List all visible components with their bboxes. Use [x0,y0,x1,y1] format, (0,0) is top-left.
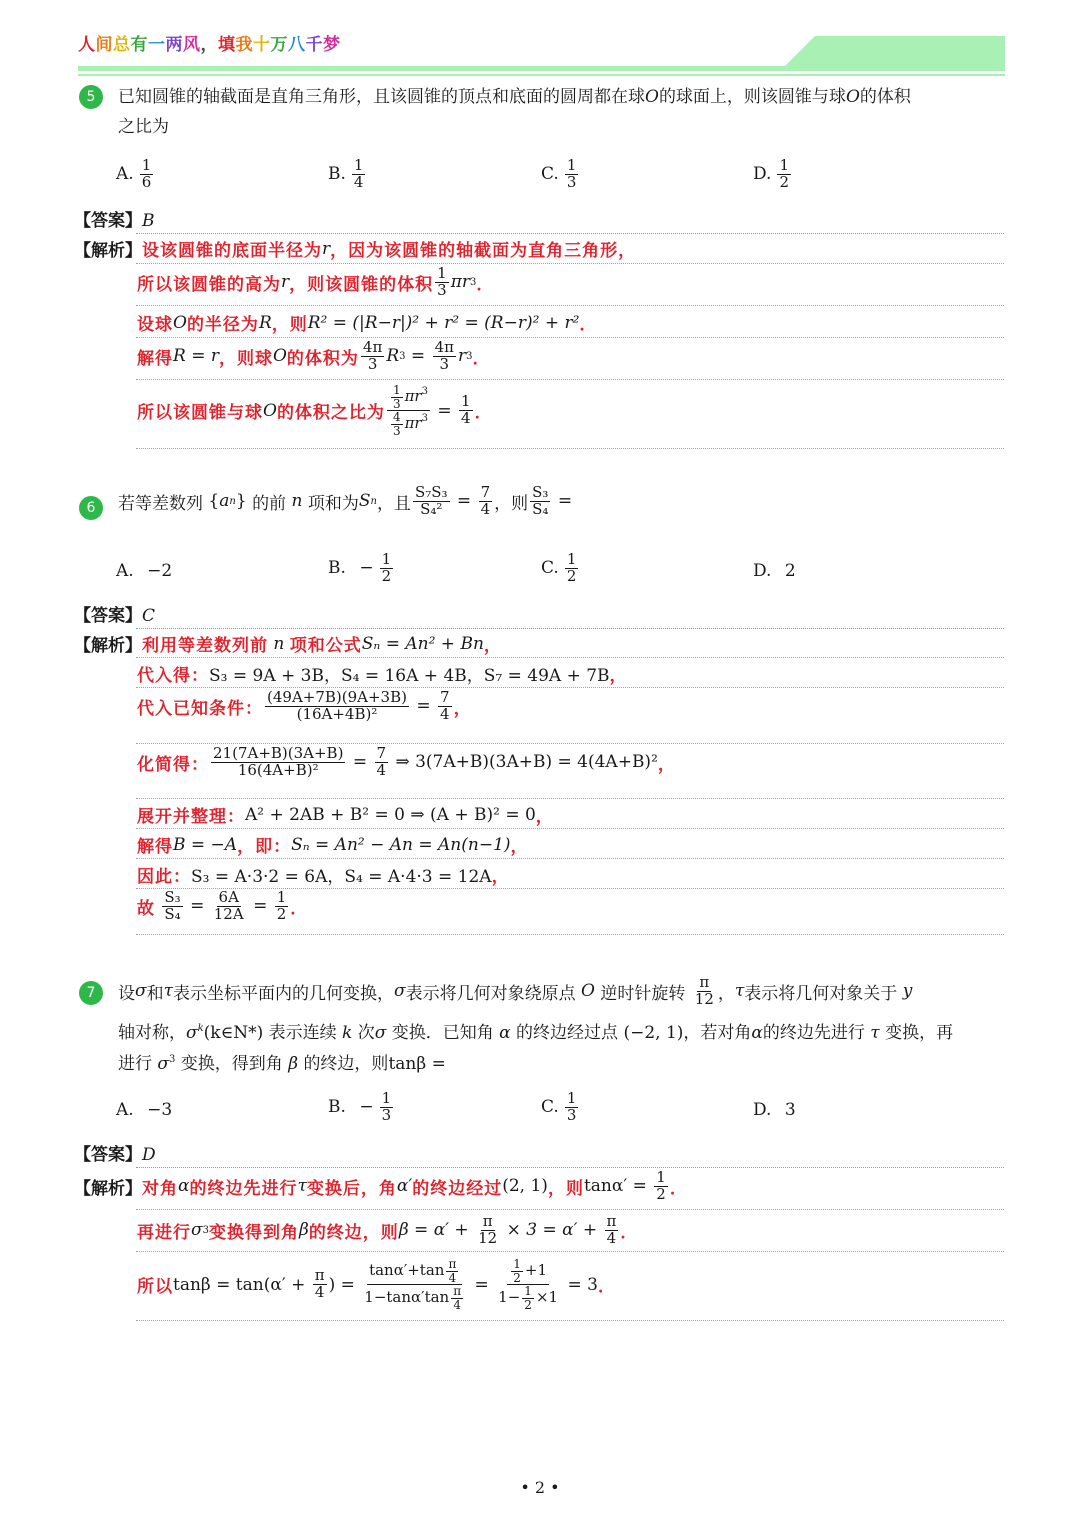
q6-answer: 【答案】C [74,606,156,626]
q7-stem-line1: 设 σ 和 τ 表示坐标平面内的几何变换， σ 表示将几何对象绕原点 O 逆时针旋转 $\frac{\pi}{12}$ ， τ 表示将几何对象关于 y [118,973,913,1008]
divider [136,828,1004,829]
divider [136,263,1004,264]
divider [136,858,1004,859]
q5-analysis-line1: 【解析】 设该圆锥的底面半径为 r ，因为该圆锥的轴截面为直角三角形， [74,238,637,261]
page-number: • 2 • [520,1478,560,1497]
q7-analysis-line2: 再进行 σ 3 变换得到角 β 的终边，则 β = α′ + $\frac{\pi}{12}$ × 3 = α′ + $\frac{\pi}{4}$ ． [137,1212,639,1247]
q6-analysis-line1: 【解析】 利用等差数列前 n 项和公式 Sₙ = An² + Bn ， [74,633,502,656]
q6-option-a: A. −2 [116,561,173,581]
q6-option-d: D. 2 [753,561,796,581]
divider [136,657,1004,658]
divider [136,888,1004,889]
q5-analysis-line3: 设球 O 的半径为 R ，则 R² = (|R−r|)² + r² = (R−r)² + r² ． [137,312,598,335]
q5-analysis-line5: 所以该圆锥与球 O 的体积之比为 $\frac{1}{3}$ $\pi r^3$ $\frac{4}{3}$ $\pi r^3$ = $\frac{1}{4}$ ． [137,383,493,438]
slogan-char: 一 [148,35,166,55]
question-number-5: 5 [79,85,103,109]
divider [136,1167,1004,1168]
slogan-char: 梦 [323,35,341,55]
q5-analysis-line4: 解得 R = r ，则球 O 的体积为 $\frac{4\pi}{3}$ R 3 = $\frac{4\pi}{3}$ r 3 ． [137,338,491,373]
divider [136,1209,1004,1210]
slogan-char: 有 [130,35,148,55]
divider [136,628,1004,629]
slogan-char: 千 [305,35,323,55]
header-slogan [78,30,341,55]
q6-analysis-line7: 因此： S₃ = A·3·2 = 6A，S₄ = A·4·3 = 12A ， [137,867,510,887]
q6-option-b: B. − $\frac{1}{2}$ [328,550,392,585]
q6-analysis-line8: 故 $\frac{\text{S₃}}{\text{S₄}}$ = $\frac{6A}{12A}$ = $\frac{1}{2}$ ． [137,888,309,923]
slogan-char: 我 [235,35,253,55]
q7-analysis-line1: 【解析】 对角 α 的终边先进行 τ 变换后，角 α′ 的终边经过 (2, 1) ，则 tanα′ = $\frac{1}{2}$ ． [74,1168,688,1203]
divider [136,379,1004,380]
divider [136,1251,1004,1252]
q7-analysis-line3: 所以 tanβ = tan(α′ + $\frac{\pi}{4}$ ) = tanα′+tan $\frac{\pi}{4}$ 1−tanα′tan $\frac{\pi}{4}$ = $\frac{1}{2}$ +1 1− $\frac{1}{2}$ ×1 = 3 ． [137,1257,616,1312]
q7-answer: 【答案】D [74,1145,156,1165]
q5-answer: 【答案】B [74,211,155,231]
divider [136,233,1004,234]
slogan-char: ， [200,35,218,55]
slogan-char: 人 [78,35,96,55]
divider [136,798,1004,799]
q7-stem-line2: 轴对称，$\sigma^k(k\in N*)$ 表示连续 k 次σ 变换．已知角 α 的终边经过点 (−2, 1)，若对角α的终边先进行 τ 变换，再 [118,1023,954,1043]
q6-analysis-line2: 代入得： S₃ = 9A + 3B，S₄ = 16A + 4B，S₇ = 49A + 7B ， [137,666,628,686]
question-number-6: 6 [79,496,103,520]
slogan-char: 总 [113,35,131,55]
slogan-char: 风 [183,35,201,55]
q7-stem-line3: 进行 $\sigma^3$ 变换，得到角 β 的终边，则tanβ = [118,1054,446,1074]
q6-analysis-line6: 解得 B = −A ，即： Sₙ = An² − An = An(n−1) ， [137,834,529,857]
question-number-7: 7 [79,981,103,1005]
q5-stem-line1: 已知圆锥的轴截面是直角三角形，且该圆锥的顶点和底面的圆周都在球O的球面上，则该圆锥与球O的体积 [118,87,911,107]
divider [136,305,1004,306]
q5-option-c: C. $\frac{1}{3}$ [541,156,577,191]
q5-option-b: B. $\frac{1}{4}$ [328,156,364,191]
q5-analysis-line2: 所以该圆锥的高为 r ，则该圆锥的体积 $\frac{1}{3}$ πr 3 ． [137,264,495,299]
q6-analysis-line4: 化简得： $\frac{21(7A+B)(3A+B)}{\text{16(4A+B)²}}$ = $\frac{7}{4}$ ⇒ 3(7A+B)(3A+B) = 4(4A+B)² ， [137,744,676,779]
slogan-char: 填 [218,35,236,55]
divider [136,337,1004,338]
slogan-char: 两 [165,35,183,55]
q7-option-d: D. 3 [753,1100,796,1120]
q6-analysis-line5: 展开并整理： A² + 2AB + B² = 0 ⇒ (A + B)² = 0 ， [137,804,554,827]
q5-option-a: A. $\frac{1}{6}$ [116,156,152,191]
slogan-char: 十 [253,35,271,55]
slogan-char: 万 [270,35,288,55]
divider [136,934,1004,935]
q6-analysis-line3: 代入已知条件： $\frac{(49A+7B)(9A+3B)}{\text{(16A+4B)²}}$ = $\frac{7}{4}$ ， [137,688,472,723]
q7-option-c: C. $\frac{1}{3}$ [541,1089,577,1124]
q5-option-d: D. $\frac{1}{2}$ [753,156,789,191]
q7-option-b: B. − $\frac{1}{3}$ [328,1089,392,1124]
slogan-char: 八 [288,35,306,55]
q5-stem-line2: 之比为 [118,117,169,137]
q6-stem: 若等差数列 { a n } 的前 n 项和为 S n ，且 $\frac{\text{S₇S₃}}{\text{S₄²}}$ = $\frac{7}{4}$ ，则 $\frac{\text{S₃}}{\text{S₄}}$ = [118,483,573,518]
divider [136,1320,1004,1321]
divider [136,448,1004,449]
q6-option-c: C. $\frac{1}{2}$ [541,550,577,585]
slogan-char: 间 [95,35,113,55]
q7-option-a: A. −3 [116,1100,173,1120]
